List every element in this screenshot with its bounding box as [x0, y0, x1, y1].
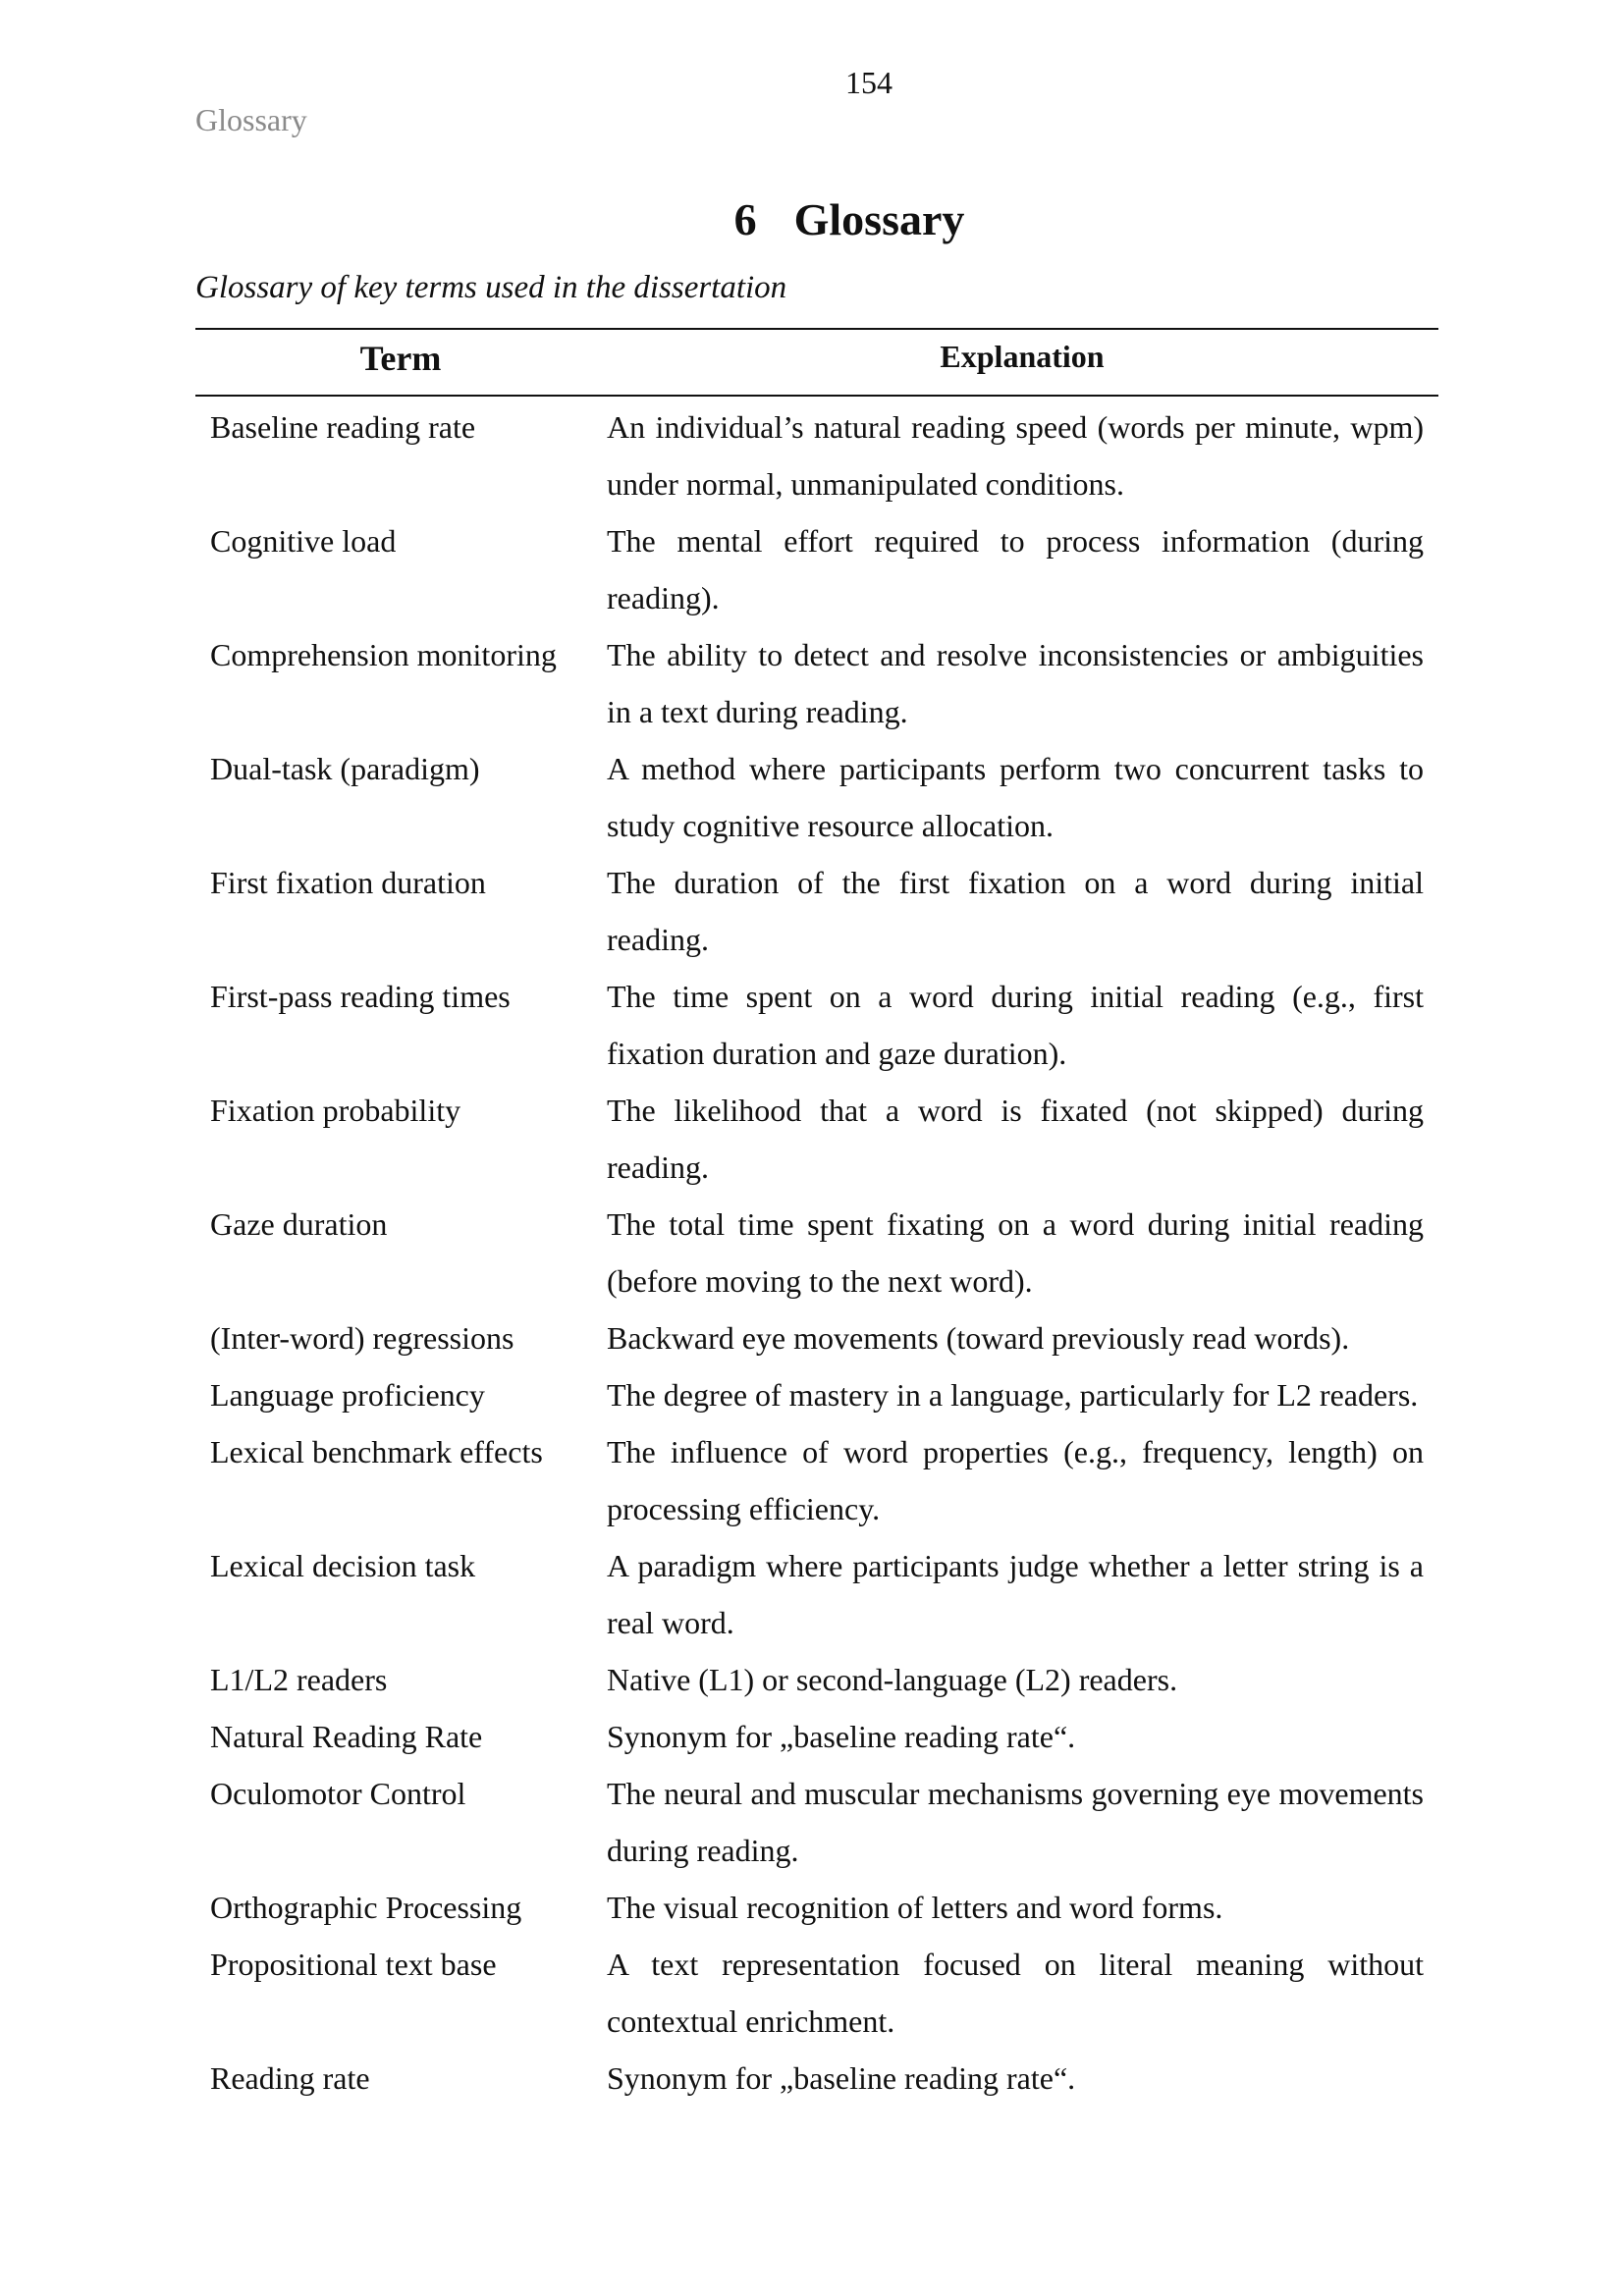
glossary-explanation: The likelihood that a word is fixated (not skipped) during reading. [607, 1093, 1424, 1185]
chapter-number: 6 [733, 194, 757, 244]
table-row [195, 1423, 1438, 1537]
glossary-explanation: A paradigm where participants judge whether a letter string is a real word. [607, 1548, 1424, 1640]
table-row [195, 1651, 1438, 1708]
glossary-explanation: The ability to detect and resolve inconsistencies or ambiguities in a text during reading. [607, 637, 1424, 729]
glossary-explanation: The duration of the first fixation on a word during initial reading. [607, 865, 1424, 957]
table-row [195, 1366, 1438, 1423]
table-header-row [195, 330, 1438, 395]
table-row [195, 1082, 1438, 1196]
glossary-term: First-pass reading times [210, 979, 511, 1014]
running-header: Glossary [195, 102, 307, 137]
glossary-explanation: A method where participants perform two concurrent tasks to study cognitive resource allocation. [607, 751, 1424, 843]
table-row [195, 1765, 1438, 1879]
glossary-explanation: Synonym for „baseline reading rate“. [607, 2060, 1076, 2096]
table-row [195, 512, 1438, 626]
glossary-explanation: The time spent on a word during initial reading (e.g., first fixation duration and gaze duration). [607, 979, 1424, 1071]
table-row [195, 1196, 1438, 1309]
glossary-explanation: The visual recognition of letters and word forms. [607, 1890, 1223, 1925]
glossary-term: Orthographic Processing [210, 1890, 522, 1925]
chapter-title [0, 192, 1623, 247]
glossary-term: Reading rate [210, 2060, 370, 2096]
table-row [195, 2050, 1438, 2107]
glossary-explanation: A text representation focused on literal meaning without contextual enrichment. [607, 1947, 1424, 2039]
glossary-term: Natural Reading Rate [210, 1719, 483, 1754]
glossary-term: L1/L2 readers [210, 1662, 388, 1697]
table-row [195, 1936, 1438, 2050]
glossary-explanation: Native (L1) or second-language (L2) readers. [607, 1662, 1178, 1697]
glossary-term: First fixation duration [210, 865, 486, 900]
glossary-term: Lexical decision task [210, 1548, 476, 1583]
table-row [195, 399, 1438, 512]
glossary-term: Comprehension monitoring [210, 637, 557, 672]
table-row [195, 1879, 1438, 1936]
glossary-explanation: Backward eye movements (toward previously read words). [607, 1320, 1350, 1356]
table-row [195, 968, 1438, 1082]
glossary-term: Language proficiency [210, 1377, 485, 1413]
table-row [195, 626, 1438, 740]
glossary-term: Oculomotor Control [210, 1776, 466, 1811]
table-body [195, 397, 1438, 2107]
glossary-explanation: The mental effort required to process information (during reading). [607, 523, 1424, 615]
glossary-explanation: An individual’s natural reading speed (words per minute, wpm) under normal, unmanipulated conditions. [607, 409, 1424, 502]
table-row [195, 1537, 1438, 1651]
glossary-explanation: Synonym for „baseline reading rate“. [607, 1719, 1076, 1754]
glossary-term: Cognitive load [210, 523, 397, 559]
table-row [195, 1309, 1438, 1366]
glossary-explanation: The total time spent fixating on a word during initial reading (before moving to the next word). [607, 1206, 1424, 1299]
glossary-term: (Inter-word) regressions [210, 1320, 514, 1356]
column-header-explanation: Explanation [940, 339, 1105, 374]
column-header-term: Term [359, 339, 442, 378]
table-row [195, 740, 1438, 854]
glossary-explanation: The influence of word properties (e.g., frequency, length) on processing efficiency. [607, 1434, 1424, 1526]
glossary-table [195, 328, 1438, 2107]
glossary-term: Fixation probability [210, 1093, 461, 1128]
glossary-term: Lexical benchmark effects [210, 1434, 543, 1469]
glossary-term: Dual-task (paradigm) [210, 751, 480, 786]
glossary-explanation: The neural and muscular mechanisms governing eye movements during reading. [607, 1776, 1424, 1868]
glossary-explanation: The degree of mastery in a language, particularly for L2 readers. [607, 1377, 1419, 1413]
chapter-title-text: Glossary [793, 194, 965, 244]
glossary-term: Gaze duration [210, 1206, 388, 1242]
glossary-term: Baseline reading rate [210, 409, 476, 445]
table-caption: Glossary of key terms used in the dissertation [195, 270, 787, 305]
page-number: 154 [845, 65, 893, 100]
table-row [195, 1708, 1438, 1765]
glossary-term: Propositional text base [210, 1947, 497, 1982]
table-row [195, 854, 1438, 968]
